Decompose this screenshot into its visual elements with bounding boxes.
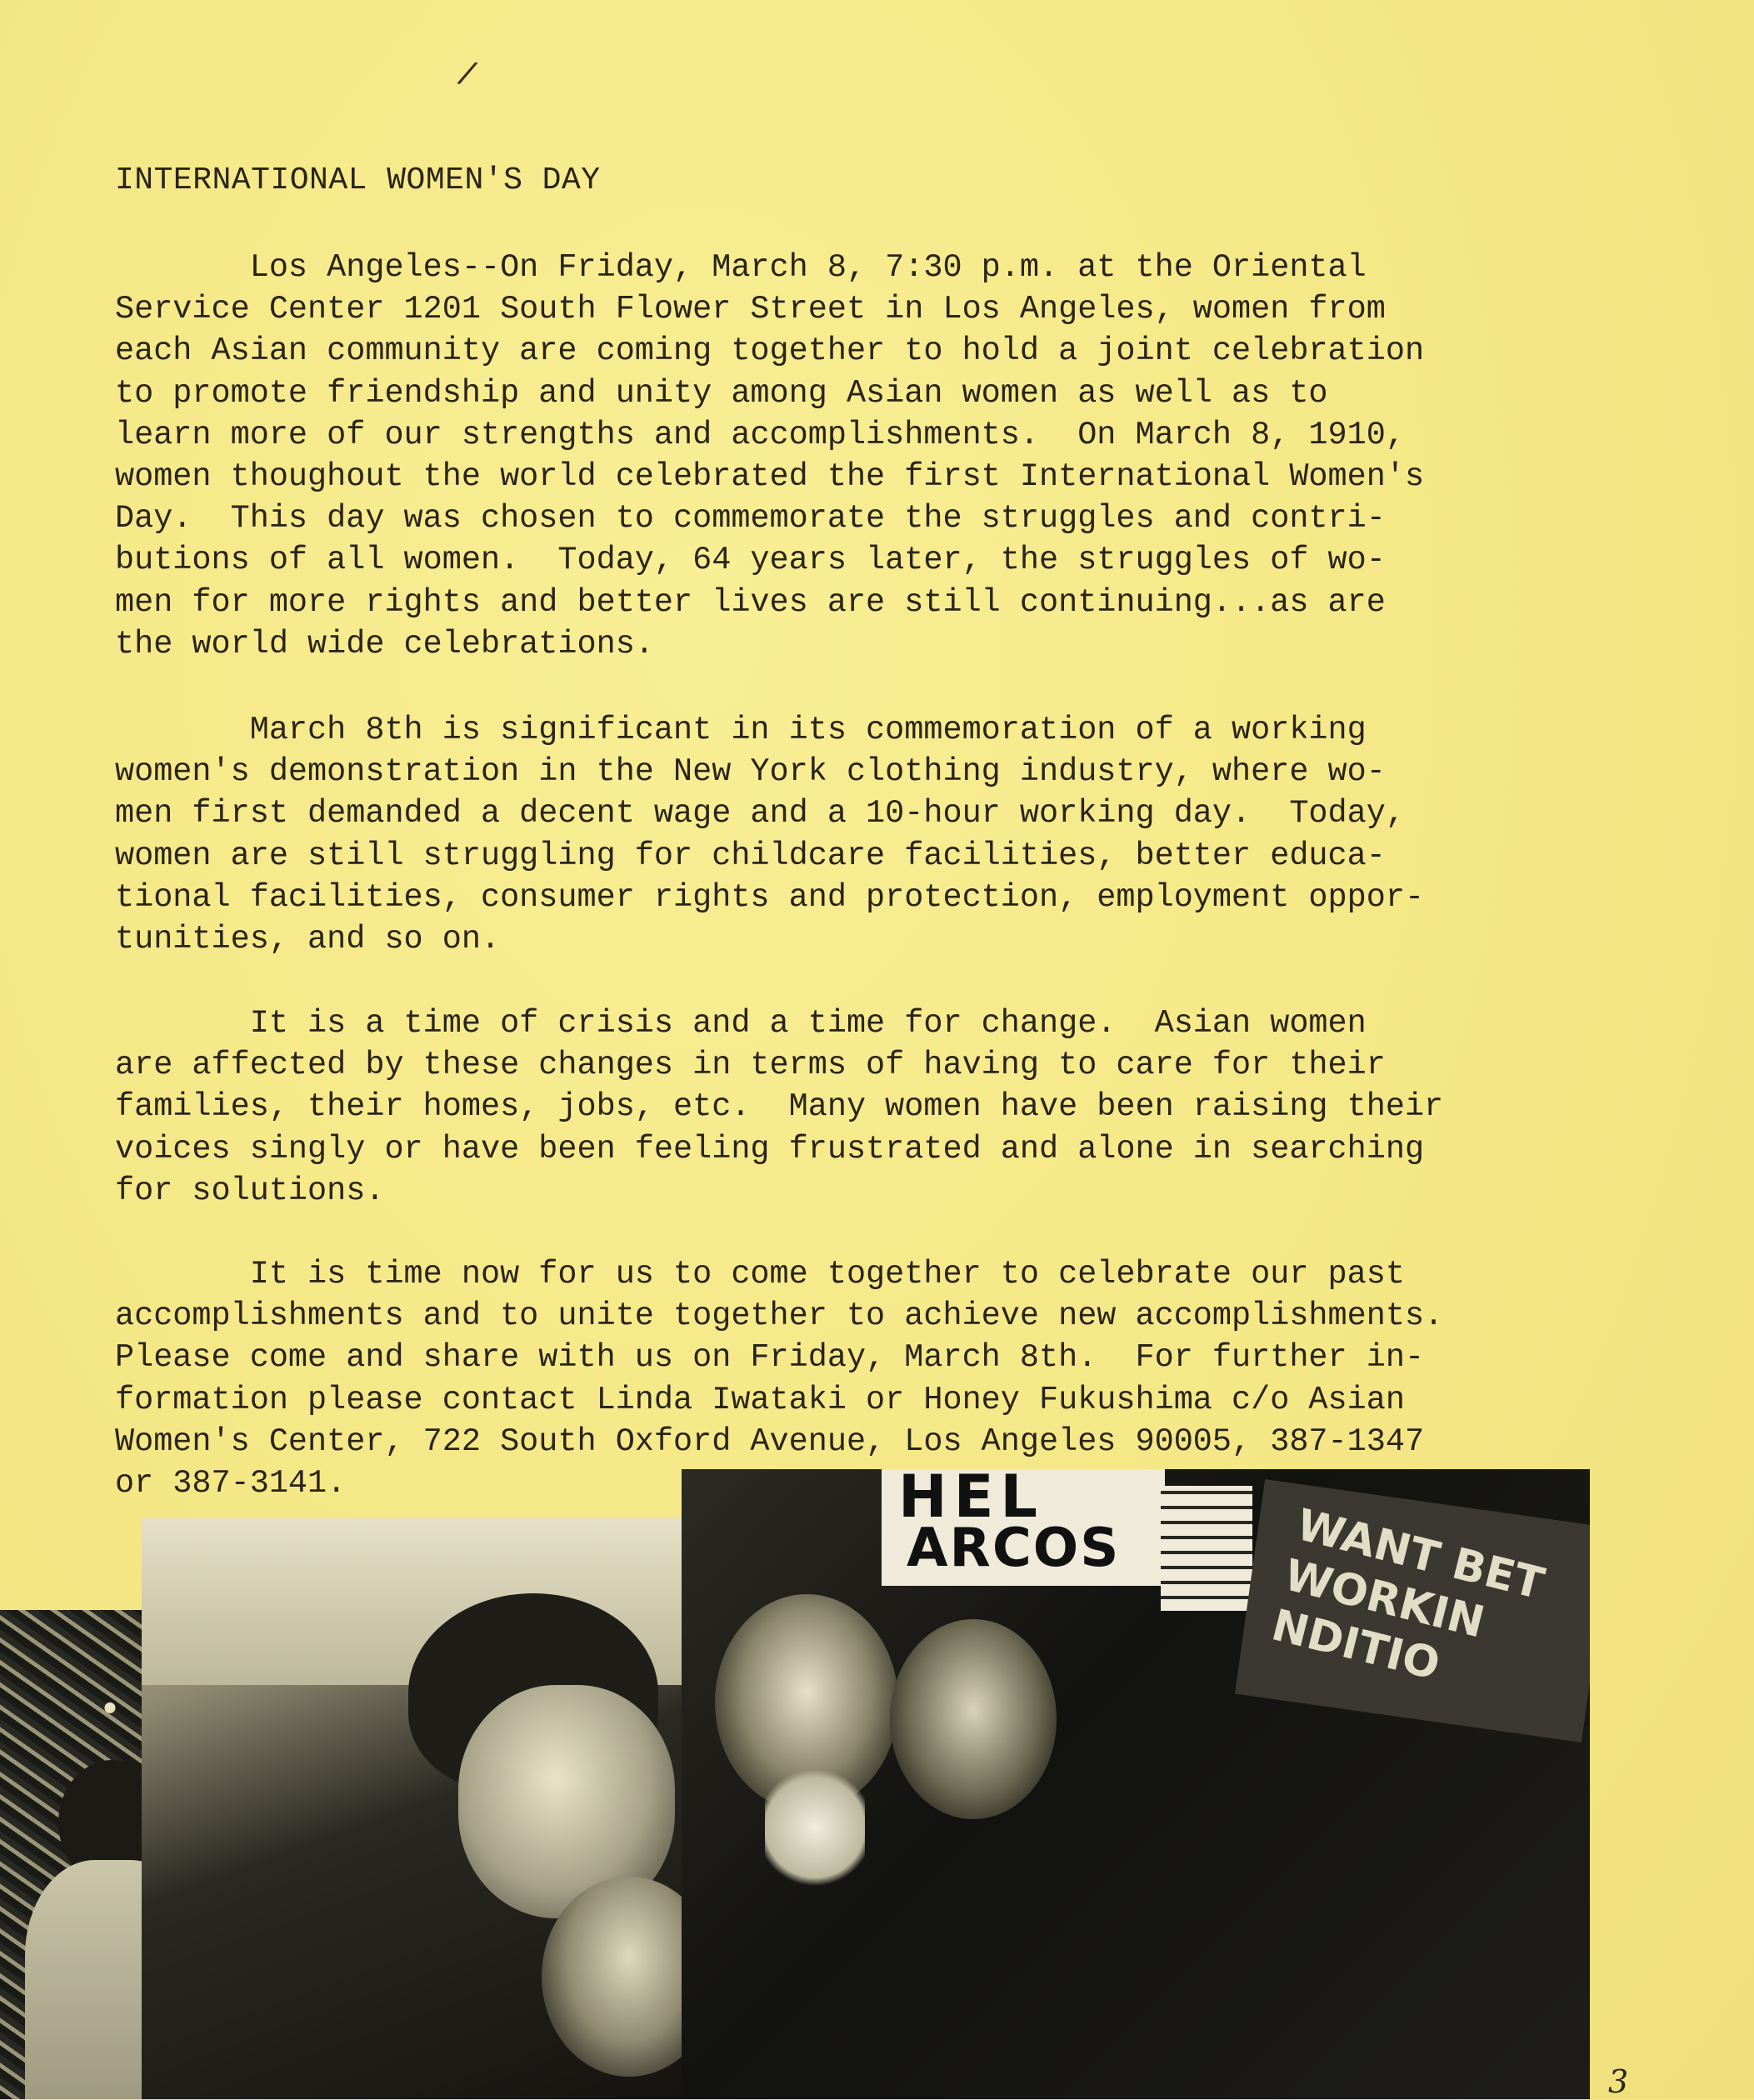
text-line: butions of all women. Today, 64 years later, the struggles of wo-	[115, 542, 1386, 579]
photo-protester	[890, 1619, 1057, 1819]
pen-mark: /	[452, 56, 481, 98]
text-line: tional facilities, consumer rights and protection, employment oppor-	[115, 878, 1425, 916]
text-line: families, their homes, jobs, etc. Many women have been raising their	[115, 1088, 1444, 1126]
document-title: INTERNATIONAL WOMEN'S DAY	[115, 162, 601, 198]
text-line: Women's Center, 722 South Oxford Avenue, Los Angeles 90005, 387-1347	[115, 1422, 1425, 1460]
text-line: are affected by these changes in terms of having to care for their	[115, 1047, 1386, 1084]
text-line: Los Angeles--On Friday, March 8, 7:30 p.m. at the Oriental	[115, 249, 1367, 286]
text-line: formation please contact Linda Iwataki or Honey Fukushima c/o Asian	[115, 1381, 1405, 1418]
text-line: It is time now for us to come together to celebrate our past	[115, 1256, 1405, 1292]
text-line: the world wide celebrations.	[115, 625, 654, 662]
text-line: each Asian community are coming together to hold a joint celebration	[115, 332, 1425, 370]
text-line: or 387-3141.	[115, 1464, 347, 1502]
text-line: It is a time of crisis and a time for change. Asian women	[115, 1005, 1367, 1042]
text-line: Please come and share with us on Friday, March 8th. For further in-	[115, 1339, 1425, 1377]
photo-protest-signs	[682, 1469, 1590, 2099]
small-sign	[1161, 1486, 1252, 1611]
text-line: women thoughout the world celebrated the first International Women's	[115, 458, 1425, 495]
text-line: women's demonstration in the New York clothing industry, where wo-	[115, 753, 1386, 791]
text-line: accomplishments and to unite together to achieve new accomplishments.	[115, 1298, 1444, 1335]
text-line: men for more rights and better lives are still continuing...as are	[115, 583, 1386, 621]
protest-sign-top-text: HEL	[898, 1469, 1045, 1531]
text-line: men first demanded a decent wage and a 10-hour working day. Today,	[115, 795, 1405, 832]
text-line: tunities, and so on.	[115, 920, 501, 958]
photo-highlight	[765, 1761, 865, 1894]
text-line: voices singly or have been feeling frustrated and alone in searching	[115, 1130, 1425, 1168]
paragraph-3	[115, 1002, 1582, 1212]
protest-banner-text: WANT BET WORKIN NDITIO	[1267, 1500, 1549, 1691]
text-line: women are still struggling for childcare facilities, better educa-	[115, 837, 1386, 874]
paragraph-1	[115, 247, 1582, 665]
text-line: Day. This day was chosen to commemorate the struggles and contri-	[115, 500, 1386, 538]
text-line: learn more of our strengths and accomplishments. On March 8, 1910,	[115, 416, 1405, 453]
page-number: 3	[1608, 2063, 1629, 2100]
paragraph-2	[115, 709, 1582, 960]
protest-sign-text: ARCOS	[907, 1518, 1121, 1579]
text-line: Service Center 1201 South Flower Street in Los Angeles, women from	[115, 291, 1386, 328]
text-line: March 8th is significant in its commemoration of a working	[115, 712, 1367, 748]
paragraph-4	[115, 1253, 1582, 1504]
text-line: to promote friendship and unity among Asian women as well as to	[115, 374, 1328, 412]
photo-woman-and-child	[142, 1518, 692, 2099]
text-line: for solutions.	[115, 1172, 385, 1209]
